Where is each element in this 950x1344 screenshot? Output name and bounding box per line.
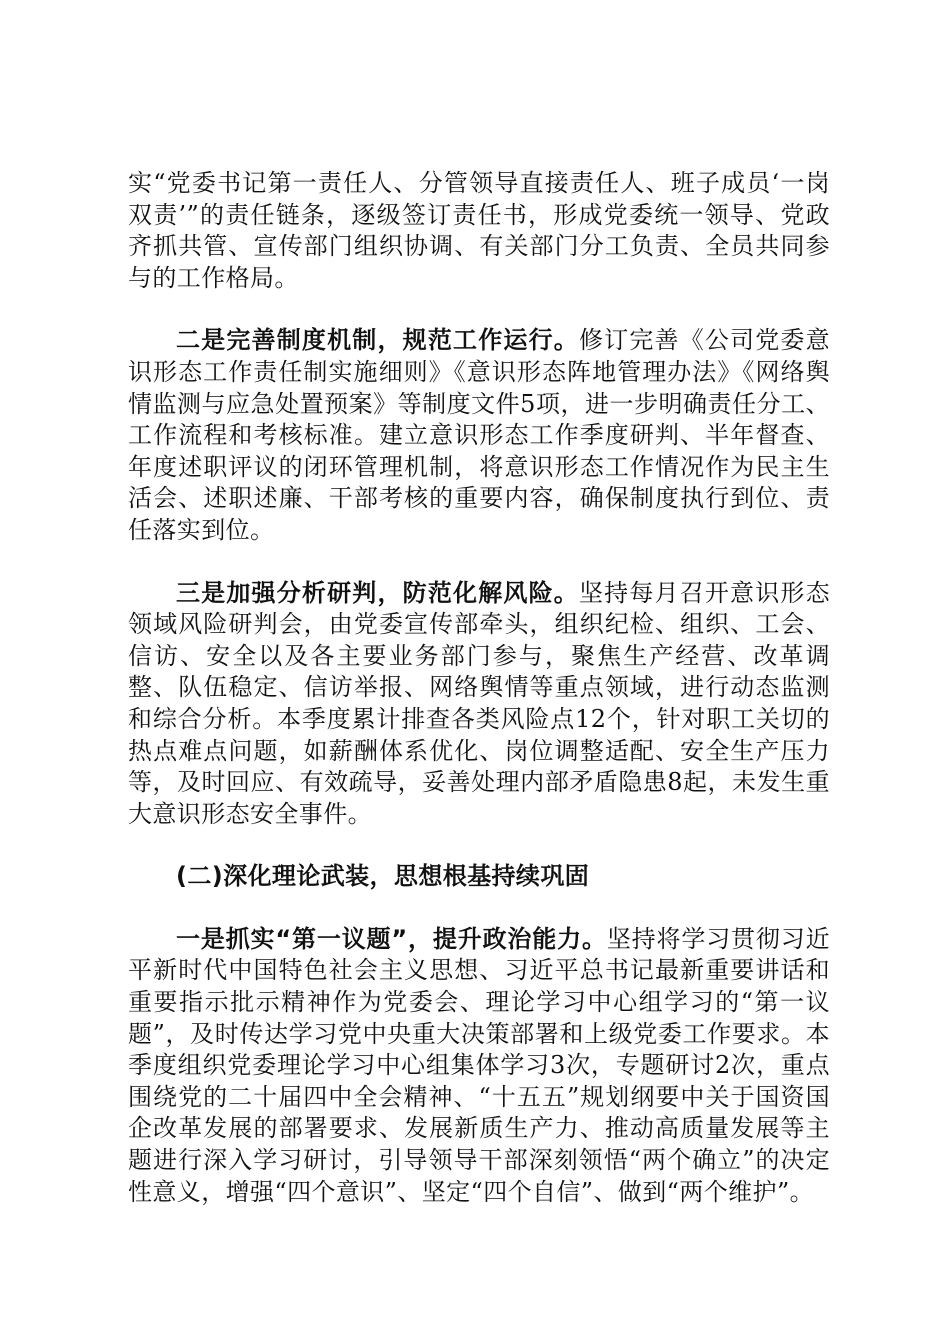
paragraph-text: 修订完善《公司党委意识形态工作责任制实施细则》《意识形态阵地管理办法》《网络舆情监测与应急处置预案》等制度文件5项，进一步明确责任分工、工作流程和考核标准。建立意识形态工作季度研判、半年督查、年度述职评议的闭环管理机制，将意识形态工作情况作为民主生活会、述职述廉、干部考核的重要内容，确保制度执行到位、责任落实到位。 xyxy=(128,326,831,544)
paragraph-text: 坚持将学习贯彻习近平新时代中国特色社会主义思想、习近平总书记最新重要讲话和重要指示批示精神作为党委会、理论学习中心组学习的“第一议题”，及时传达学习党中央重大决策部署和上级党委工作要求。本季度组织党委理论学习中心组集体学习3次，专题研讨2次，重点围绕党的二十届四中全会精神、“十五五”规划纲要中关于国资国企改革发展的部署要求、发展新质生产力、推动高质量发展等主题进行深入学习研讨，引导领导干部深刻领悟“两个确立”的决定性意义，增强“四个意识”、坚定“四个自信”、做到“两个维护”。 xyxy=(128,924,830,1206)
paragraph-first-topic xyxy=(128,924,830,1208)
section-heading: (二)深化理论武装，思想根基持续巩固 xyxy=(176,862,590,891)
paragraph-lead: 一是抓实“第一议题”，提升政治能力。 xyxy=(176,924,607,953)
paragraph-continuation xyxy=(128,168,830,294)
document-page xyxy=(128,168,830,1239)
paragraph-system-mechanism xyxy=(128,325,830,546)
paragraph-lead: 二是完善制度机制，规范工作运行。 xyxy=(176,326,579,355)
paragraph-risk-analysis xyxy=(128,578,830,831)
paragraph-lead: 三是加强分析研判，防范化解风险。 xyxy=(176,578,579,607)
paragraph-text: 坚持每月召开意识形态领域风险研判会，由党委宣传部牵头，组织纪检、组织、工会、信访、安全以及各主要业务部门参与，聚焦生产经营、改革调整、队伍稳定、信访举报、网络舆情等重点领域，进行动态监测和综合分析。本季度累计排查各类风险点12个，针对职工关切的热点难点问题，如薪酬体系优化、岗位调整适配、安全生产压力等，及时回应、有效疏导，妥善处理内部矛盾隐患8起，未发生重大意识形态安全事件。 xyxy=(128,578,831,828)
paragraph-text: 实“党委书记第一责任人、分管领导直接责任人、班子成员‘一岗双责’”的责任链条，逐级签订责任书，形成党委统一领导、党政齐抓共管、宣传部门组织协调、有关部门分工负责、全员共同参与的工作格局。 xyxy=(128,169,830,292)
